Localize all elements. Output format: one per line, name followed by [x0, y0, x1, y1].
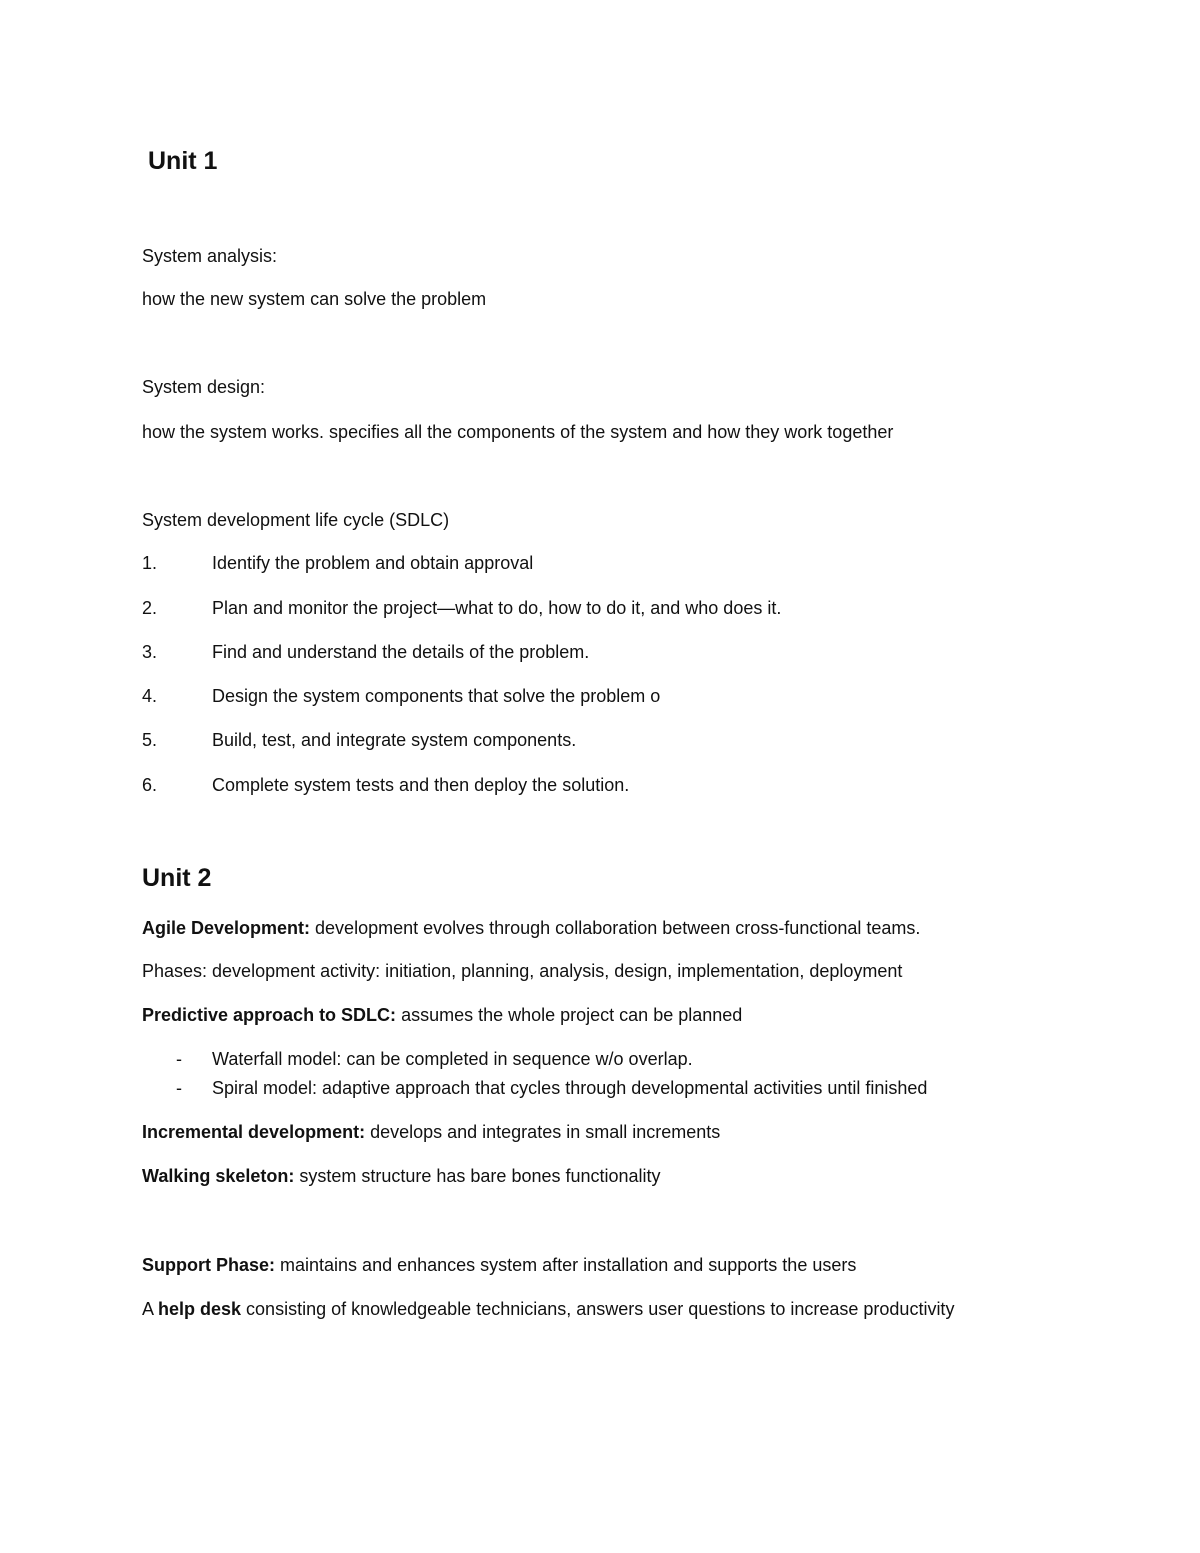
- sdlc-step-text: Find and understand the details of the problem.: [212, 642, 590, 662]
- predictive-definition: [142, 1003, 742, 1027]
- walking-skeleton-definition: [142, 1164, 661, 1188]
- bullet-item: [0, 1076, 1200, 1100]
- sdlc-step-text: Plan and monitor the project—what to do, how to do it, and who does it.: [212, 598, 782, 618]
- sdlc-step: [0, 728, 1200, 752]
- bullet-dash: -: [176, 1078, 182, 1098]
- support-phase-term: Support Phase:: [142, 1255, 276, 1275]
- predictive-text: assumes the whole project can be planned: [396, 1005, 743, 1025]
- support-phase-text: maintains and enhances system after installation and supports the users: [275, 1255, 857, 1275]
- sdlc-step-text: Complete system tests and then deploy the solution.: [212, 775, 630, 795]
- help-desk-prefix: A: [142, 1299, 159, 1319]
- incremental-definition: [142, 1120, 720, 1144]
- help-desk-definition: [142, 1297, 954, 1321]
- walking-skeleton-term: Walking skeleton:: [142, 1166, 295, 1186]
- system-analysis-text: how the new system can solve the problem: [142, 289, 487, 309]
- unit2-heading: Unit 2: [142, 864, 212, 892]
- system-design-text: how the system works. specifies all the components of the system and how they work together: [142, 422, 894, 442]
- sdlc-step: [0, 640, 1200, 664]
- incremental-text: develops and integrates in small increments: [365, 1122, 721, 1142]
- unit1-heading: Unit 1: [148, 147, 218, 175]
- sdlc-step-number: 2.: [142, 598, 158, 618]
- bullet-item: [0, 1047, 1200, 1071]
- bullet-text: Spiral model: adaptive approach that cycles through developmental activities until finished: [212, 1078, 928, 1098]
- predictive-term: Predictive approach to SDLC:: [142, 1005, 397, 1025]
- sdlc-step: [0, 551, 1200, 575]
- sdlc-step-number: 6.: [142, 775, 158, 795]
- bullet-text: Waterfall model: can be completed in sequence w/o overlap.: [212, 1049, 693, 1069]
- agile-text: development evolves through collaboration between cross-functional teams.: [310, 918, 921, 938]
- sdlc-step-number: 3.: [142, 642, 158, 662]
- phases-text: Phases: development activity: initiation, planning, analysis, design, implementation, deployment: [142, 961, 903, 981]
- sdlc-step: [0, 773, 1200, 797]
- sdlc-step: [0, 684, 1200, 708]
- system-design-label: System design:: [142, 377, 266, 397]
- incremental-term: Incremental development:: [142, 1122, 366, 1142]
- sdlc-step-text: Build, test, and integrate system components.: [212, 730, 577, 750]
- sdlc-step-number: 1.: [142, 553, 158, 573]
- bullet-dash: -: [176, 1049, 182, 1069]
- sdlc-step-text: Identify the problem and obtain approval: [212, 553, 534, 573]
- sdlc-label: System development life cycle (SDLC): [142, 510, 450, 530]
- system-analysis-label: System analysis:: [142, 246, 278, 266]
- sdlc-step-number: 5.: [142, 730, 158, 750]
- agile-term: Agile Development:: [142, 918, 311, 938]
- sdlc-step: [0, 596, 1200, 620]
- support-phase-definition: [142, 1253, 856, 1277]
- agile-definition: [142, 916, 920, 940]
- sdlc-step-text: Design the system components that solve the problem o: [212, 686, 661, 706]
- sdlc-step-number: 4.: [142, 686, 158, 706]
- walking-skeleton-text: system structure has bare bones functionality: [294, 1166, 661, 1186]
- help-desk-text: consisting of knowledgeable technicians, answers user questions to increase productivity: [241, 1299, 955, 1319]
- help-desk-term: help desk: [158, 1299, 242, 1319]
